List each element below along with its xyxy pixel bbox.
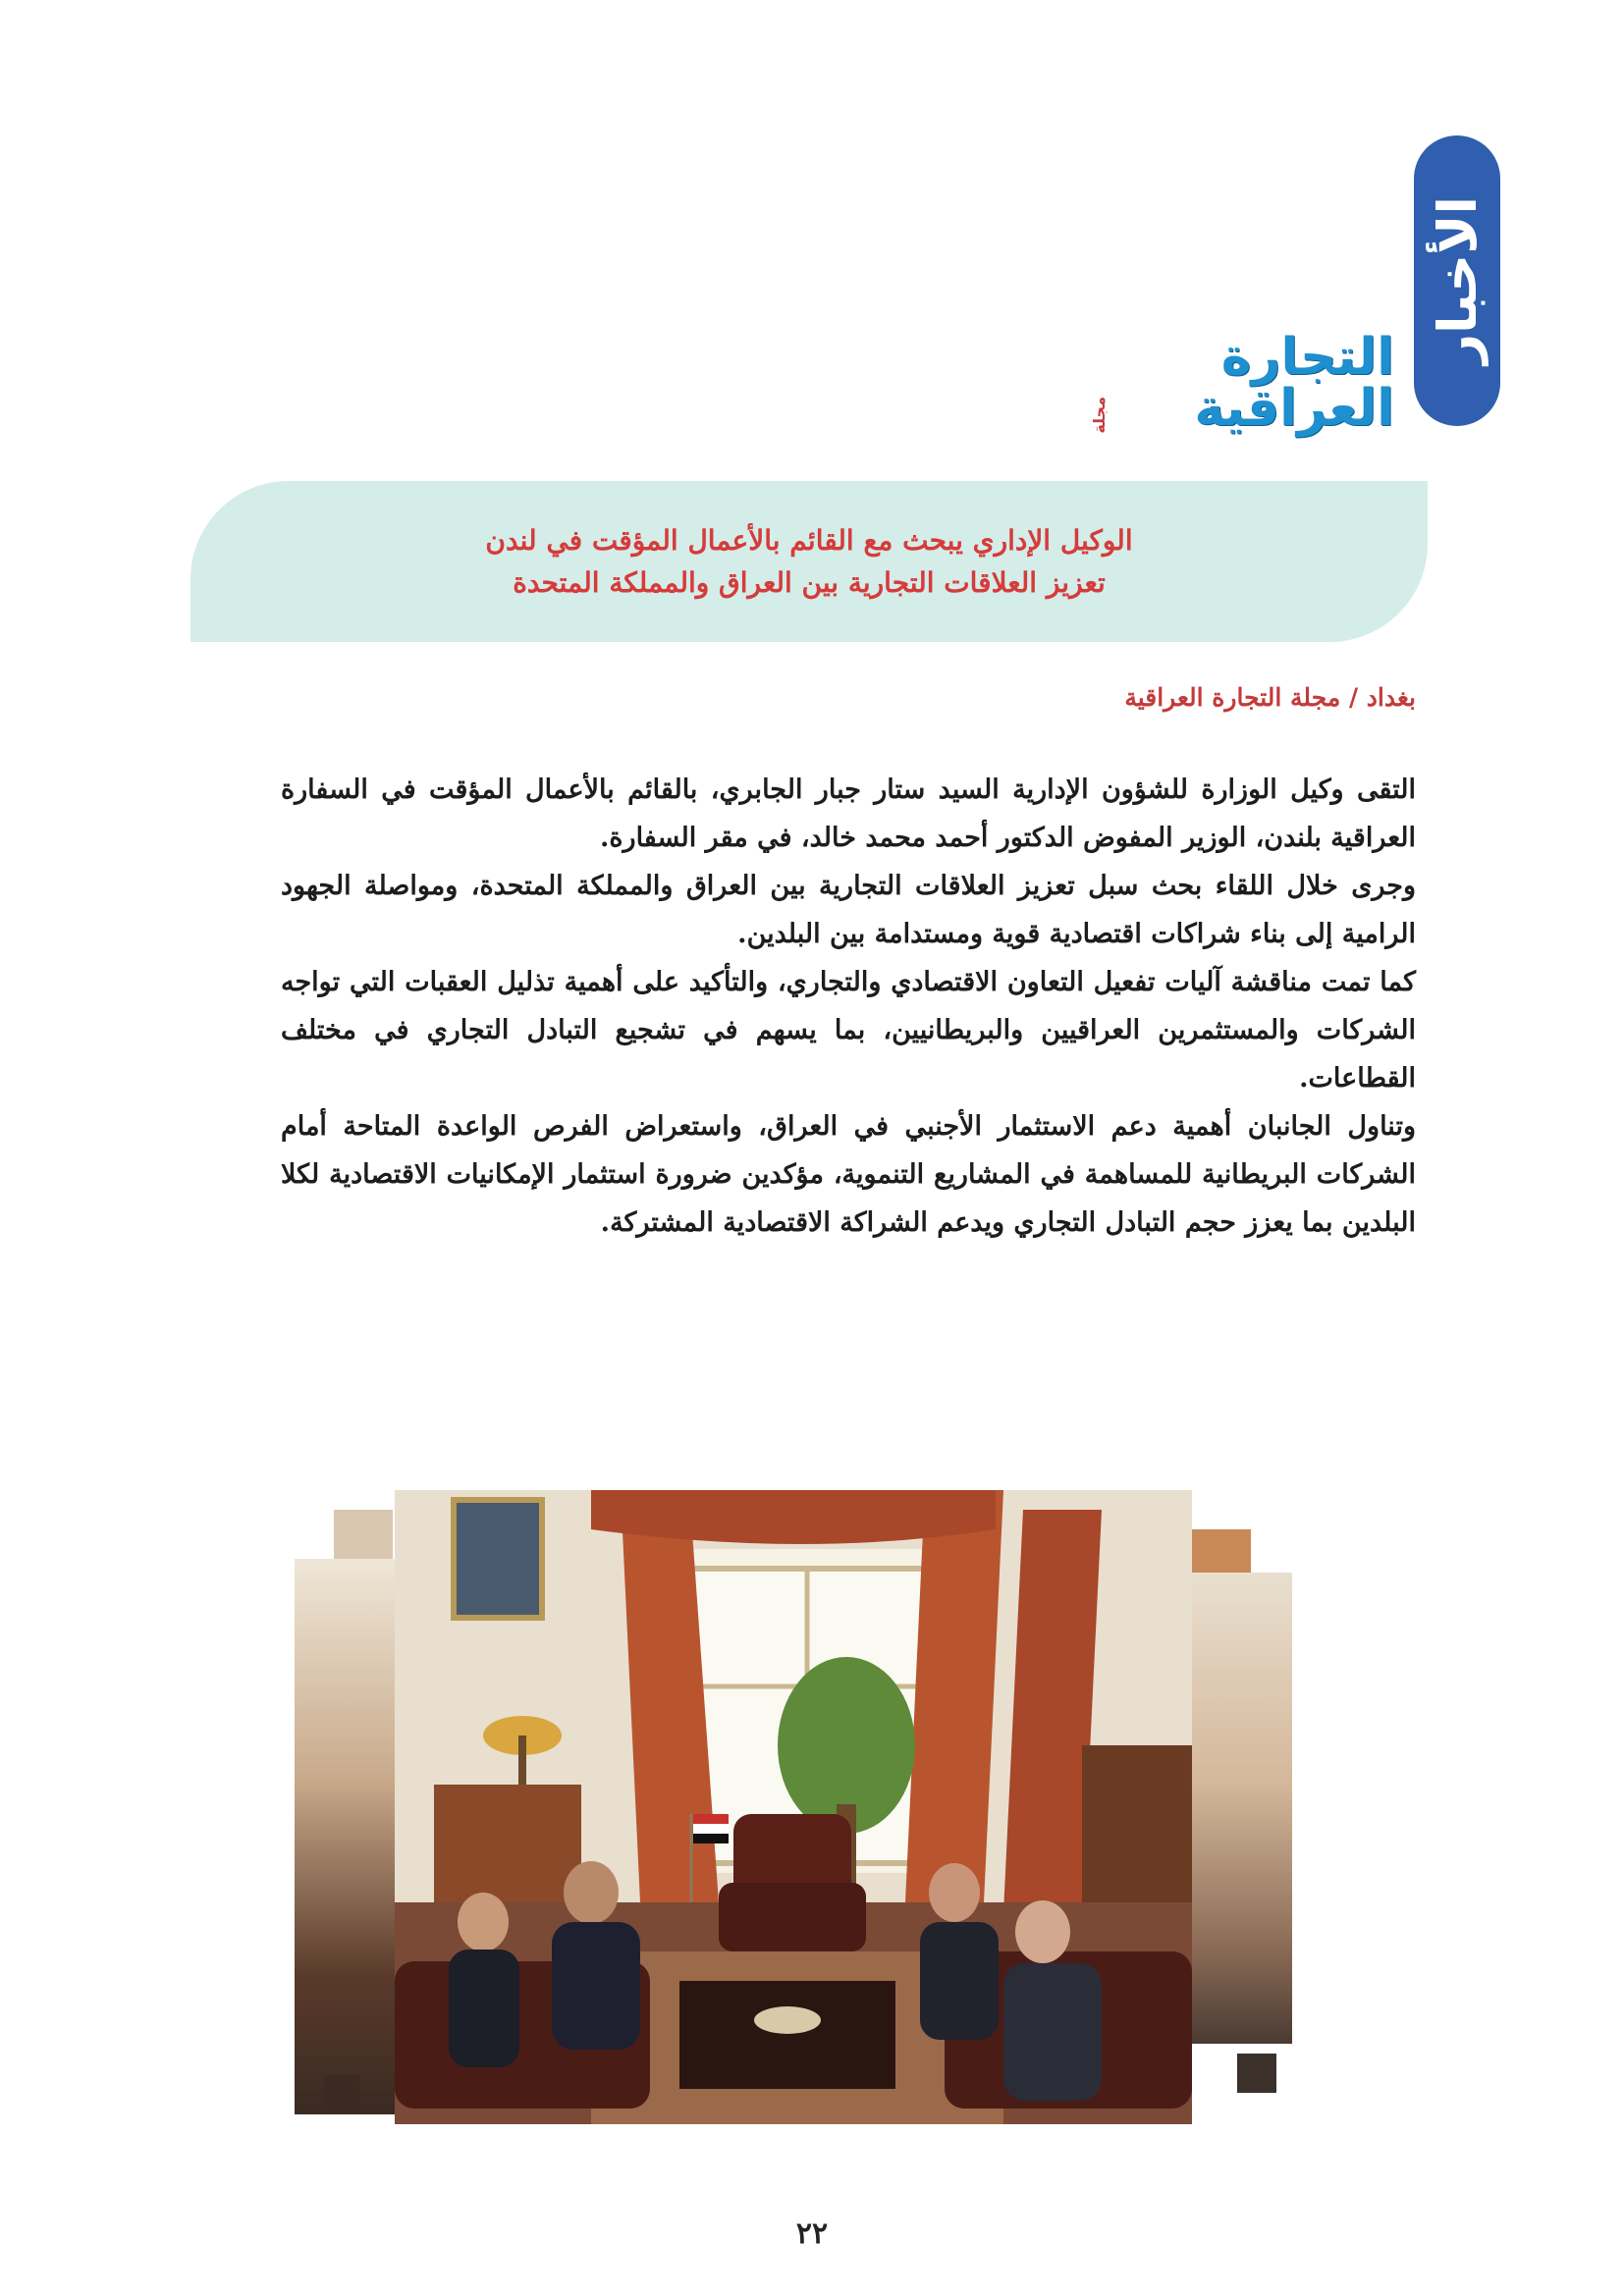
photo-tile-decoration xyxy=(334,1510,393,1559)
article-photo xyxy=(295,1490,1292,2124)
section-tab-label: الأخبار xyxy=(1426,196,1489,365)
article-paragraph: التقى وكيل الوزارة للشؤون الإدارية السيد ستار جبار الجابري، بالقائم بالأعمال المؤقت في السفارة العراقية بلندن، الوزير المفوض الدكتور أحمد محمد خالد، في مقر السفارة. xyxy=(281,774,1416,853)
magazine-logo xyxy=(1090,328,1394,438)
photo-tile-decoration xyxy=(1237,2054,1276,2093)
article-body xyxy=(281,766,1416,1247)
article-paragraph: وتناول الجانبان أهمية دعم الاستثمار الأجنبي في العراق، واستعراض الفرص الواعدة المتاحة أمام الشركات البريطانية للمساهمة في المشاريع التنموية، مؤكدين ضرورة استثمار الإمكانيات الاقتصادية لكلا البلدين بما يعزز حجم التبادل التجاري ويدعم الشراكة الاقتصادية المشتركة. xyxy=(281,1111,1416,1238)
photo-tile-decoration xyxy=(1192,1573,1292,2044)
dateline: بغداد / مجلة التجارة العراقية xyxy=(1124,683,1416,712)
page-number: ٢٢ xyxy=(795,2216,829,2251)
headline-line-2: تعزيز العلاقات التجارية بين العراق والمملكة المتحدة xyxy=(513,566,1106,599)
magazine-logo-small: مجلة xyxy=(1090,397,1109,434)
headline-box xyxy=(190,481,1428,642)
article-paragraph: وجرى خلال اللقاء بحث سبل تعزيز العلاقات التجارية بين العراق والمملكة المتحدة، ومواصلة الجهود الرامية إلى بناء شراكات اقتصادية قوية ومستدامة بين البلدين. xyxy=(281,871,1416,949)
meeting-photo xyxy=(395,1490,1192,2124)
photo-tile-decoration xyxy=(324,2075,359,2109)
photo-tile-decoration xyxy=(1192,1529,1251,1573)
section-tab xyxy=(1414,135,1500,426)
photo-tile-decoration xyxy=(295,1559,395,2114)
headline-line-1: الوكيل الإداري يبحث مع القائم بالأعمال المؤقت في لندن xyxy=(485,524,1133,557)
meeting-photo-illustration xyxy=(395,1490,1192,2124)
article-paragraph: كما تمت مناقشة آليات تفعيل التعاون الاقتصادي والتجاري، والتأكيد على أهمية تذليل العقبات التي تواجه الشركات والمستثمرين العراقيين والبريطانيين، بما يسهم في تشجيع التبادل التجاري في مختلف القطاعات. xyxy=(281,967,1416,1094)
magazine-logo-name: التجارة العراقية xyxy=(1194,328,1394,438)
